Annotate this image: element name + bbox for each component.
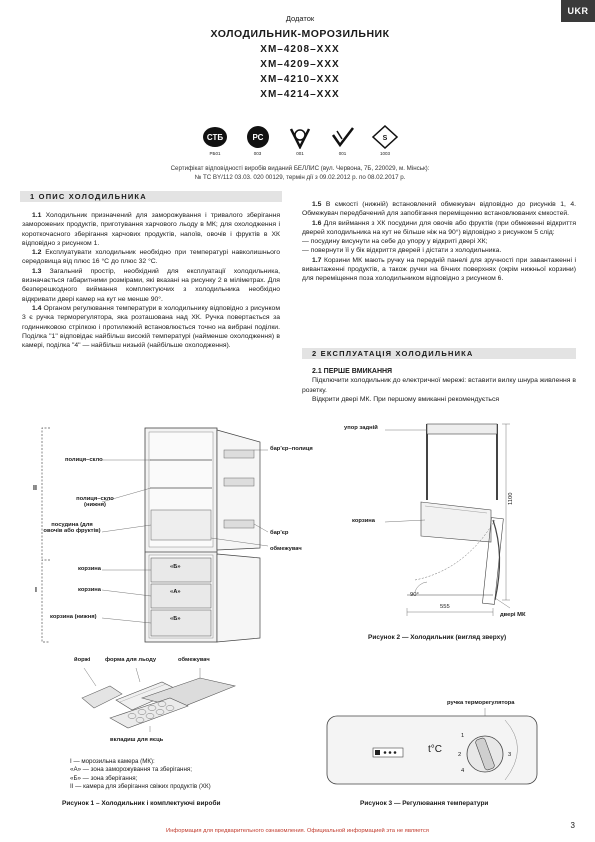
cert-kz (370, 125, 400, 161)
zone-mark-b: «Б» (170, 564, 181, 570)
cert-code: 1003 (379, 151, 390, 156)
model-number: ХМ–4208–ХХХ (260, 44, 340, 55)
label-basket-lower: корзина (нижня) (50, 614, 97, 620)
certificate-text: Сертифікат відповідності виробів виданий БЕЛЛИС (вул. Червона, 7Б, 220029, м. Мінськ): № ТС BY/112 03.03. 020 00129, термін дії з 09.02.2012 р. по 08.02.2017 р. (170, 165, 430, 181)
check-mark-logo-icon (330, 125, 356, 149)
appendix-label: Додаток (285, 14, 315, 23)
cert-ukrsepro (285, 125, 315, 161)
label-rear-stop: упор задній (344, 425, 378, 431)
label-basket: корзина (78, 587, 102, 593)
label-vessel: посудина (для овочів або фруктів) (43, 522, 101, 534)
paragraph: 1.1 Холодильник призначений для заморожування і тривалого зберігання заморожених продуктів, приготування харчового льоду в МК; для охолодження і короткочасного зберігання харчових продуктів, напоїв, овочів і фруктів в ХК відповідно з рисунком 1. (22, 212, 281, 247)
cert-code: РБ01 (209, 151, 221, 156)
label-door-bar: бар'єр (270, 530, 289, 536)
label-basket: корзина (352, 518, 376, 524)
product-title: ХОЛОДИЛЬНИК-МОРОЗИЛЬНИК (210, 28, 390, 40)
paragraph: 1.4 Органом регулювання температури в холодильнику відповідно з рисунком 3 є ручка терморегулятора, яка розташована над ХК. Ручка повертається за годинниковою стрілкою і протилежній встановлюється точно на вибрані поділки. Поділка "1" відповідає найбільш високій температурі (найменше охолодження) в камері, поділка "4" — найбільш низькій (найбільше охолодження). (22, 304, 281, 350)
cert-code: 001 (296, 151, 304, 156)
section-1-right-text (302, 200, 576, 284)
stb-logo-icon (202, 125, 228, 149)
label-freezer-door: двері МК (500, 612, 526, 618)
temperature-unit: t°C (428, 744, 442, 755)
zone-mark-b: «Б» (170, 616, 181, 622)
dimension-angle: 90° (410, 592, 419, 598)
fridge-top-view-illustration (385, 420, 525, 625)
paragraph: 1.7 Корзини МК мають ручку на передній панелі для зручності при завантаженні і вивантаженні продуктів, а також ручки на бічних поверхнях (окрім нижньої корзини) для переміщення поза холодильником відповідно з рисунком 6. (302, 256, 576, 283)
label-shelf-glass-lower: полиця–скло (нижня) (76, 496, 114, 508)
paragraph: 1.2 Експлуатувати холодильник необхідно при температурі навколишнього середовища від плюс 16 °С до плюс 32 °С. (22, 249, 281, 266)
figure-1-legend: I — морозильна камера (МК): «А» — зона заморожування та зберігання; «Б» — зона зберігання; II — камера для зберігання свіжих продуктів (ХК) (70, 758, 211, 791)
label-thermostat-knob: ручка терморегулятора (447, 700, 515, 706)
cert-rst (243, 125, 273, 161)
section-1-heading: 1 ОПИС ХОЛОДИЛЬНИКА (20, 191, 282, 202)
paragraph: 1.5 В ємкості (нижній) встановлений обмежувач відповідно до рисунків 1, 4. Обмежувач передбачений для запобігання переміщенню встановлюваних ємкостей. (302, 201, 577, 218)
language-badge: UKR (561, 0, 595, 22)
fridge-illustration (20, 420, 310, 660)
label-hedgehog: йоржі (74, 657, 91, 663)
cert-code: 001 (338, 151, 347, 156)
svg-text:СТБ: СТБ (206, 133, 224, 142)
section-2-text (302, 367, 576, 404)
page-number: 3 (570, 821, 575, 830)
document-header (150, 14, 450, 102)
label-ice-form: форма для льоду (105, 657, 157, 663)
figure-1-caption: Рисунок 1 – Холодильник і комплектуючі вироби (62, 800, 221, 807)
cert-eac (328, 125, 358, 161)
disclaimer-footer: Информация для предварительного ознакомления. Официальной информацией эта не является (166, 828, 429, 834)
label-basket: корзина (78, 566, 102, 572)
accessories-illustration (70, 668, 270, 738)
paragraph: Відкрити двері МК. При першому вмиканні рекомендується (312, 395, 500, 403)
label-egg-insert: вкладиш для яєць (110, 737, 164, 743)
model-number: ХМ–4210–ХХХ (260, 74, 340, 85)
paragraph: 1.3 Загальний простір, необхідний для експлуатації холодильника, визначається габаритними розмірами, які вказані на рисунку 2 в міліметрах. Для безперешкодного виймання комплектуючих з холодильника необхідно відкривати двері камер на кут не менше 90°. (22, 267, 281, 303)
dimension-width: 555 (440, 604, 450, 610)
figure-2-caption: Рисунок 2 — Холодильник (вигляд зверху) (368, 634, 507, 641)
zone-label-ii: II (33, 485, 37, 492)
model-number: ХМ–4209–ХХХ (260, 59, 340, 70)
zone-mark-a: «А» (170, 589, 181, 595)
paragraph: — посудину висунути на себе до упору у відкриті двері ХК; (302, 238, 488, 246)
section-2-heading: 2 ЕКСПЛУАТАЦІЯ ХОЛОДИЛЬНИКА (302, 348, 576, 359)
dial-mark: 1 (461, 733, 465, 739)
ukrsepro-logo-icon (287, 125, 313, 149)
label-limiter: обмежувач (270, 546, 302, 552)
certification-marks (200, 125, 400, 161)
cert-code: 003 (253, 151, 262, 156)
model-number: ХМ–4214–ХХХ (260, 89, 340, 100)
svg-text:РС: РС (252, 133, 263, 142)
label-limiter: обмежувач (178, 657, 210, 663)
paragraph: — повернути її у бік відкриття дверей і дістати з холодильника. (302, 247, 502, 255)
dial-mark: 4 (461, 768, 465, 774)
paragraph: Підключити холодильник до електричної мережі: вставити вилку шнура живлення в розетку. (302, 377, 576, 394)
svg-text:S: S (382, 135, 388, 142)
dial-mark: 2 (458, 752, 462, 758)
cert-stb (200, 125, 230, 161)
label-shelf-glass: полиця–скло (65, 457, 103, 463)
dimension-height: 1100 (508, 492, 514, 505)
section-1-left-text (22, 211, 280, 350)
rst-logo-icon (245, 125, 271, 149)
paragraph: 1.6 Для виймання з ХК посудини для овочів або фруктів (при обмеженні відкриття дверей холодильника на кут не більше ніж на 90°) відповідно з рисунком 5 слід: (302, 219, 576, 236)
label-door-bar-shelf: бар'єр–полиця (270, 446, 313, 452)
subsection-title: 2.1 ПЕРШЕ ВМИКАННЯ (312, 368, 393, 375)
kz-logo-icon (372, 125, 398, 149)
dial-mark: 3 (508, 752, 512, 758)
figure-3-caption: Рисунок 3 — Регулювання температури (360, 800, 489, 807)
zone-label-i: I (35, 587, 37, 594)
